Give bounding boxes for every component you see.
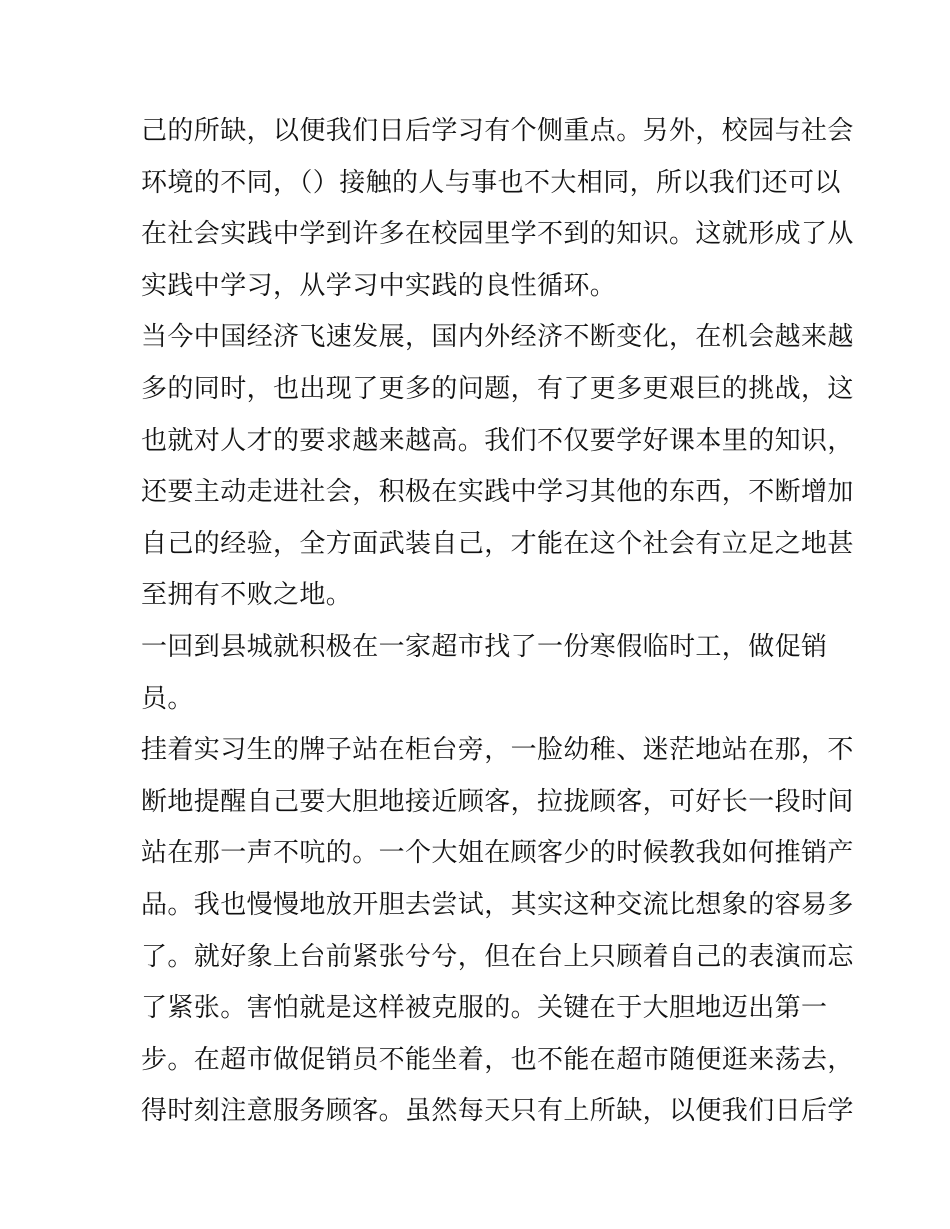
text-line: 一回到县城就积极在一家超市找了一份寒假临时工，做促销 bbox=[141, 631, 828, 662]
text-line: 了紧张。害怕就是这样被克服的。关键在于大胆地迈出第一 bbox=[141, 993, 828, 1024]
body-text bbox=[141, 106, 854, 1138]
text-line: 环境的不同，（）接触的人与事也不大相同，所以我们还可以 bbox=[141, 167, 841, 198]
text-line: 至拥有不败之地。 bbox=[141, 580, 353, 611]
text-line: 当今中国经济飞速发展，国内外经济不断变化，在机会越来越 bbox=[141, 322, 854, 353]
text-line: 员。 bbox=[141, 683, 194, 714]
text-line: 实践中学习，从学习中实践的良性循环。 bbox=[141, 270, 617, 301]
text-line: 己的所缺，以便我们日后学习有个侧重点。另外，校园与社会 bbox=[141, 116, 854, 146]
text-line: 了。就好象上台前紧张兮兮，但在台上只顾着自己的表演而忘 bbox=[141, 941, 854, 972]
text-line: 还要主动走进社会，积极在实践中学习其他的东西，不断增加 bbox=[141, 477, 854, 508]
text-line: 自己的经验，全方面武装自己，才能在这个社会有立足之地甚 bbox=[141, 528, 854, 559]
text-line: 得时刻注意服务顾客。虽然每天只有上所缺，以便我们日后学 bbox=[141, 1096, 854, 1127]
text-line: 断地提醒自己要大胆地接近顾客，拉拢顾客，可好长一段时间 bbox=[141, 786, 854, 817]
text-line: 步。在超市做促销员不能坐着，也不能在超市随便逛来荡去， bbox=[141, 1044, 854, 1075]
text-line: 品。我也慢慢地放开胆去尝试，其实这种交流比想象的容易多 bbox=[141, 889, 854, 920]
text-line: 也就对人才的要求越来越高。我们不仅要学好课本里的知识， bbox=[141, 425, 854, 456]
text-line: 站在那一声不吭的。一个大姐在顾客少的时候教我如何推销产 bbox=[141, 838, 854, 869]
text-line: 挂着实习生的牌子站在柜台旁，一脸幼稚、迷茫地站在那，不 bbox=[141, 735, 854, 766]
text-line: 多的同时，也出现了更多的问题，有了更多更艰巨的挑战，这 bbox=[141, 373, 854, 404]
text-line: 在社会实践中学到许多在校园里学不到的知识。这就形成了从 bbox=[141, 219, 854, 250]
